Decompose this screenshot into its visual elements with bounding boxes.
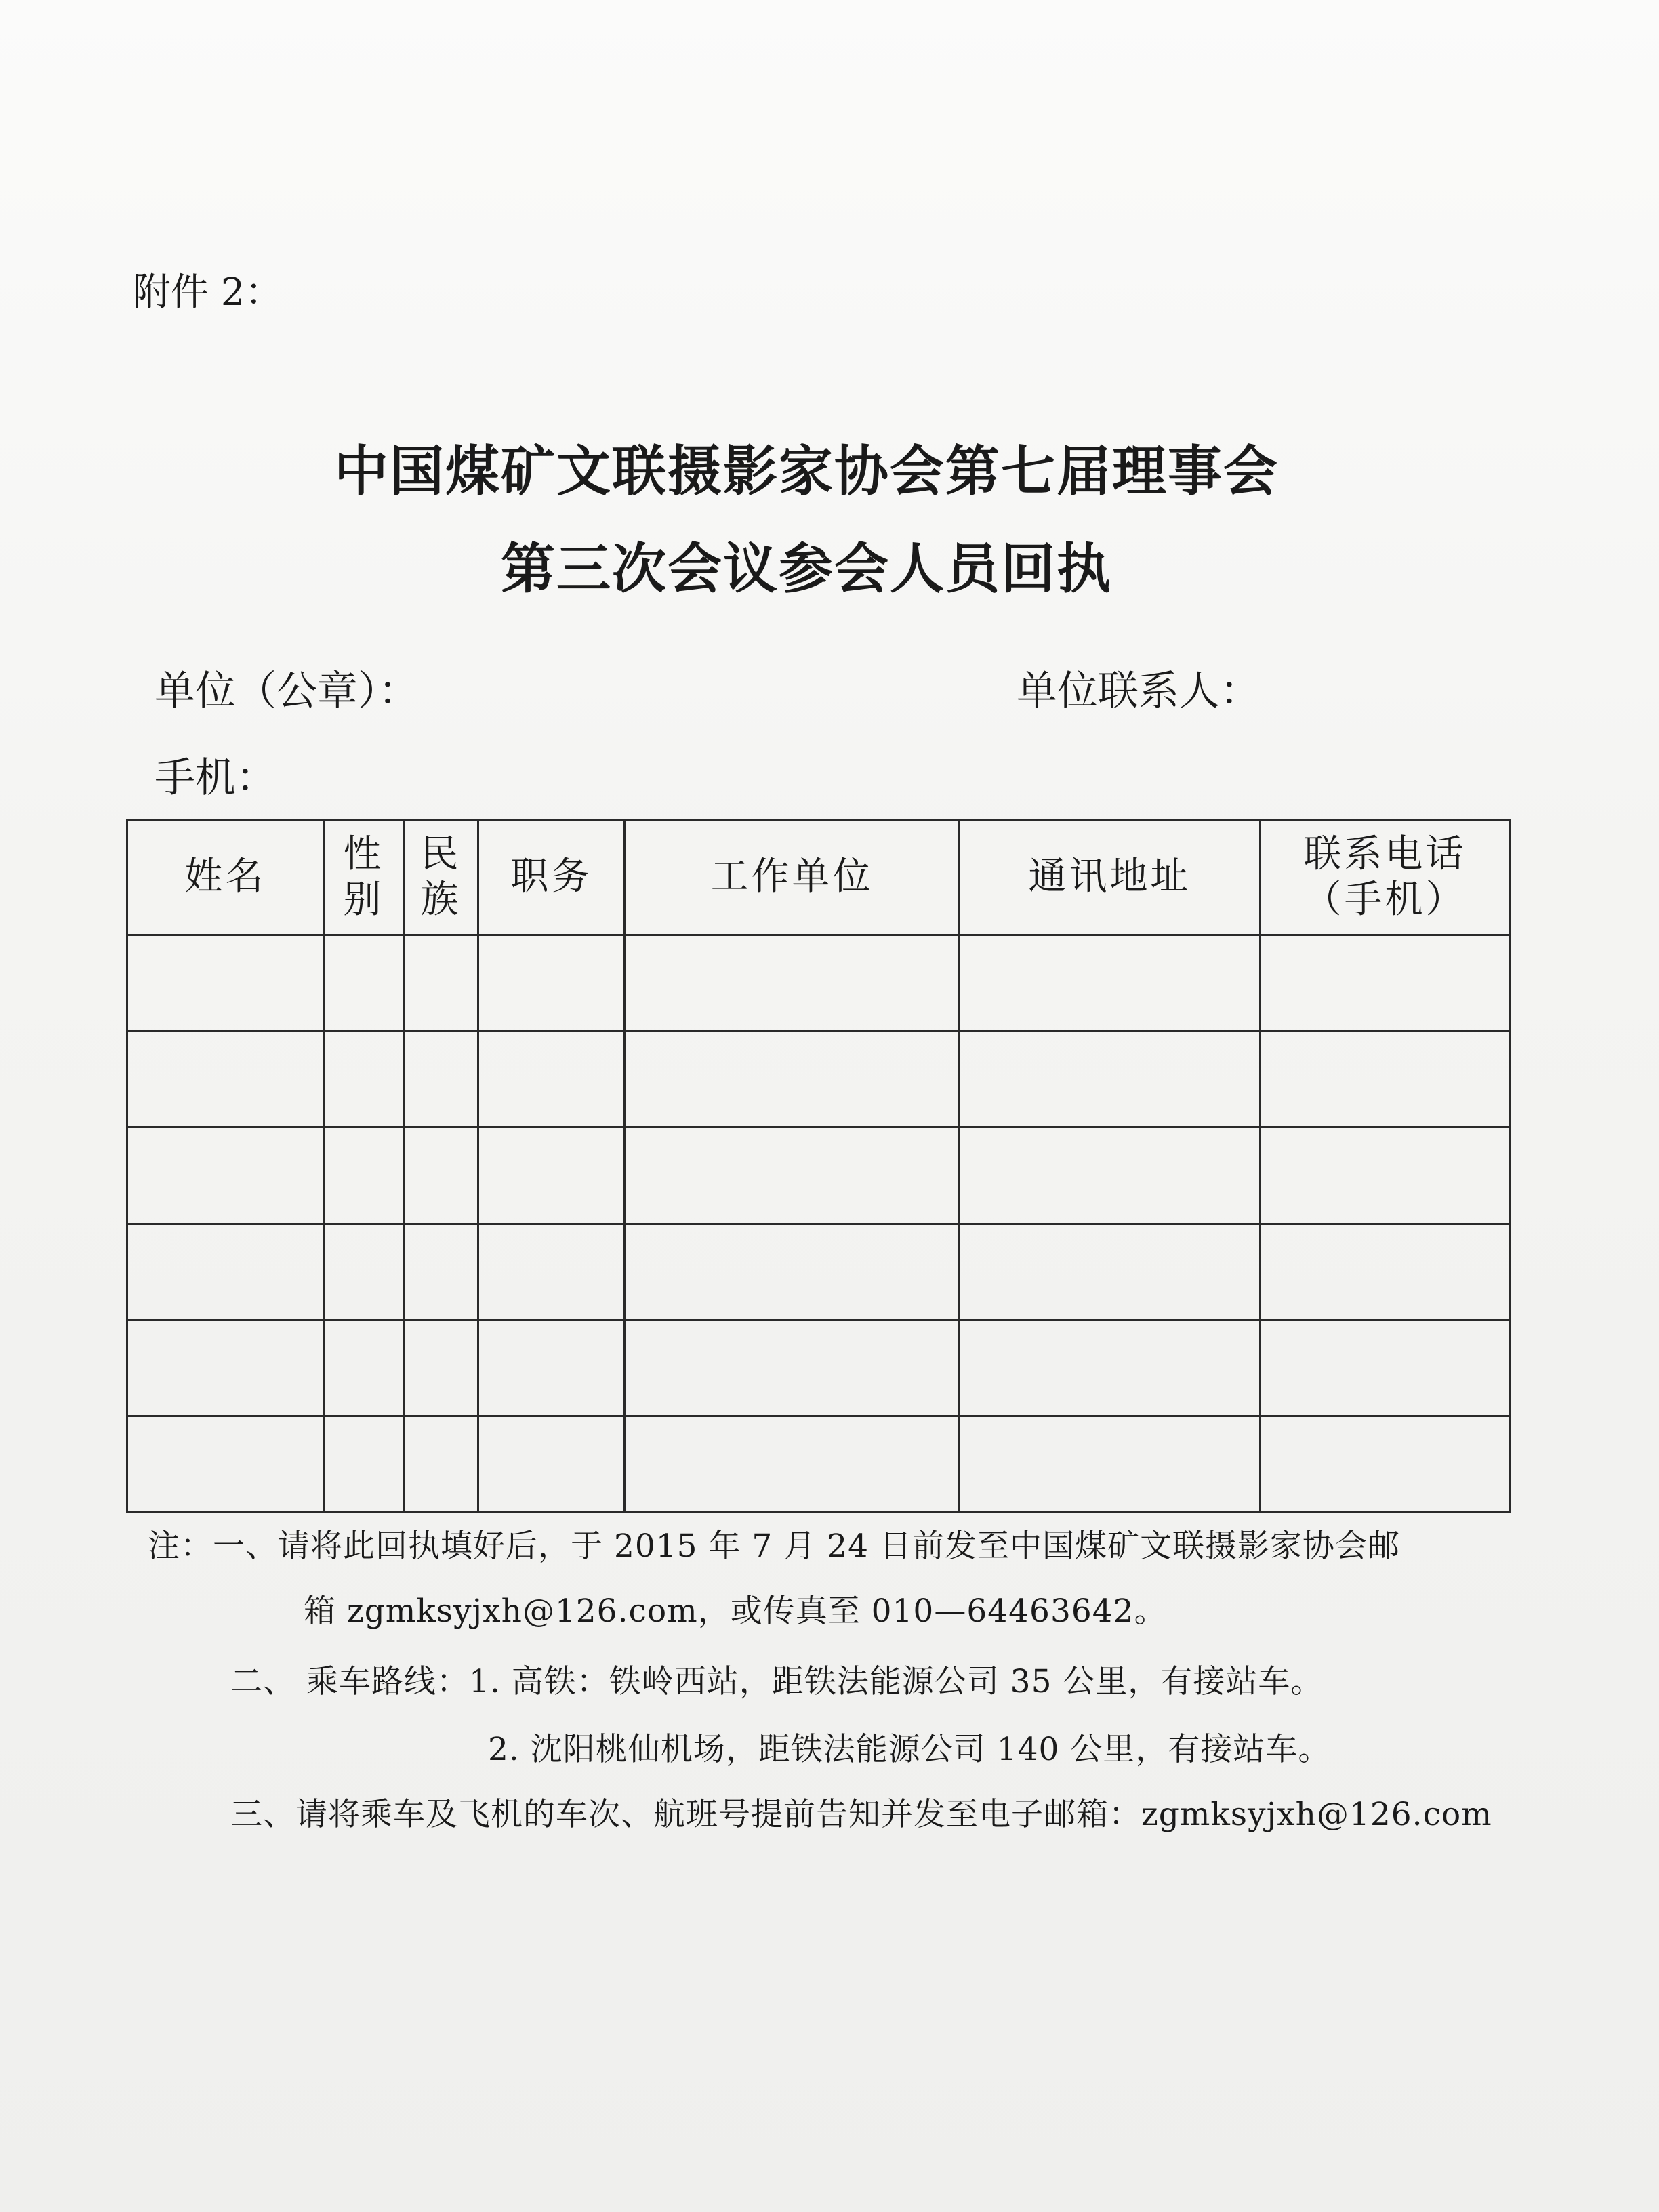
table-cell[interactable] — [324, 1320, 404, 1416]
note-1: 注：一、请将此回执填好后，于 2015 年 7 月 24 日前发至中国煤矿文联摄影家协会邮 — [148, 1528, 1400, 1565]
table-cell[interactable] — [1261, 935, 1510, 1031]
document-title-line-2: 第三次会议参会人员回执 — [501, 537, 1112, 600]
table-cell[interactable] — [960, 935, 1261, 1031]
table-cell[interactable] — [324, 1416, 404, 1513]
table-cell[interactable] — [324, 1031, 404, 1128]
table-cell[interactable] — [404, 1128, 478, 1224]
table-cell[interactable] — [625, 1031, 960, 1128]
table-cell[interactable] — [478, 1224, 625, 1320]
table-cell[interactable] — [1261, 1031, 1510, 1128]
table-cell[interactable] — [127, 1224, 324, 1320]
table-cell[interactable] — [404, 1320, 478, 1416]
table-row — [127, 1031, 1510, 1128]
table-cell[interactable] — [1261, 1416, 1510, 1513]
table-cell[interactable] — [960, 1416, 1261, 1513]
note-2: 二、 乘车路线：1. 高铁：铁岭西站，距铁法能源公司 35 公里，有接站车。 — [230, 1663, 1324, 1700]
table-cell[interactable] — [625, 1128, 960, 1224]
table-row — [127, 1128, 1510, 1224]
column-header-title: 职务 — [478, 820, 625, 935]
table-cell[interactable] — [1261, 1320, 1510, 1416]
table-cell[interactable] — [625, 1224, 960, 1320]
table-cell[interactable] — [478, 935, 625, 1031]
table-header-row — [127, 820, 1510, 935]
table-cell[interactable] — [1261, 1224, 1510, 1320]
column-header-gender: 性 别 — [324, 820, 404, 935]
column-header-employer: 工作单位 — [625, 820, 960, 935]
column-header-name: 姓名 — [127, 820, 324, 935]
attachment-label: 附件 2： — [133, 270, 283, 314]
unit-contact-label: 单位联系人： — [1017, 668, 1261, 715]
table-cell[interactable] — [127, 1320, 324, 1416]
table-cell[interactable] — [478, 1416, 625, 1513]
table-cell[interactable] — [127, 935, 324, 1031]
mobile-label: 手机： — [155, 754, 276, 802]
table-cell[interactable] — [404, 1416, 478, 1513]
table-cell[interactable] — [324, 1224, 404, 1320]
table-cell[interactable] — [404, 1031, 478, 1128]
column-header-ethnicity: 民 族 — [404, 820, 478, 935]
table-row — [127, 1320, 1510, 1416]
note-2-continued: 2. 沈阳桃仙机场，距铁法能源公司 140 公里，有接站车。 — [488, 1731, 1331, 1768]
table-cell[interactable] — [960, 1031, 1261, 1128]
table-cell[interactable] — [960, 1224, 1261, 1320]
table-cell[interactable] — [127, 1128, 324, 1224]
note-3: 三、请将乘车及飞机的车次、航班号提前告知并发至电子邮箱：zgmksyjxh@126.com — [230, 1796, 1492, 1833]
unit-seal-label: 单位（公章）： — [155, 668, 419, 715]
table-row — [127, 935, 1510, 1031]
column-header-phone: 联系电话 （手机） — [1261, 820, 1510, 935]
table-row — [127, 1416, 1510, 1513]
table-row — [127, 1224, 1510, 1320]
table-cell[interactable] — [478, 1320, 625, 1416]
table-cell[interactable] — [478, 1128, 625, 1224]
table-cell[interactable] — [478, 1031, 625, 1128]
table-cell[interactable] — [960, 1320, 1261, 1416]
column-header-address: 通讯地址 — [960, 820, 1261, 935]
table-cell[interactable] — [625, 935, 960, 1031]
table-cell[interactable] — [324, 1128, 404, 1224]
document-title-line-1: 中国煤矿文联摄影家协会第七届理事会 — [334, 440, 1279, 503]
table-cell[interactable] — [324, 935, 404, 1031]
table-cell[interactable] — [127, 1416, 324, 1513]
table-cell[interactable] — [960, 1128, 1261, 1224]
table-cell[interactable] — [404, 935, 478, 1031]
table-cell[interactable] — [625, 1416, 960, 1513]
table-cell[interactable] — [404, 1224, 478, 1320]
table-cell[interactable] — [127, 1031, 324, 1128]
table-cell[interactable] — [1261, 1128, 1510, 1224]
table-cell[interactable] — [625, 1320, 960, 1416]
attendee-form-table — [126, 819, 1511, 1513]
note-1-continued: 箱 zgmksyjxh@126.com，或传真至 010—64463642。 — [304, 1593, 1167, 1630]
